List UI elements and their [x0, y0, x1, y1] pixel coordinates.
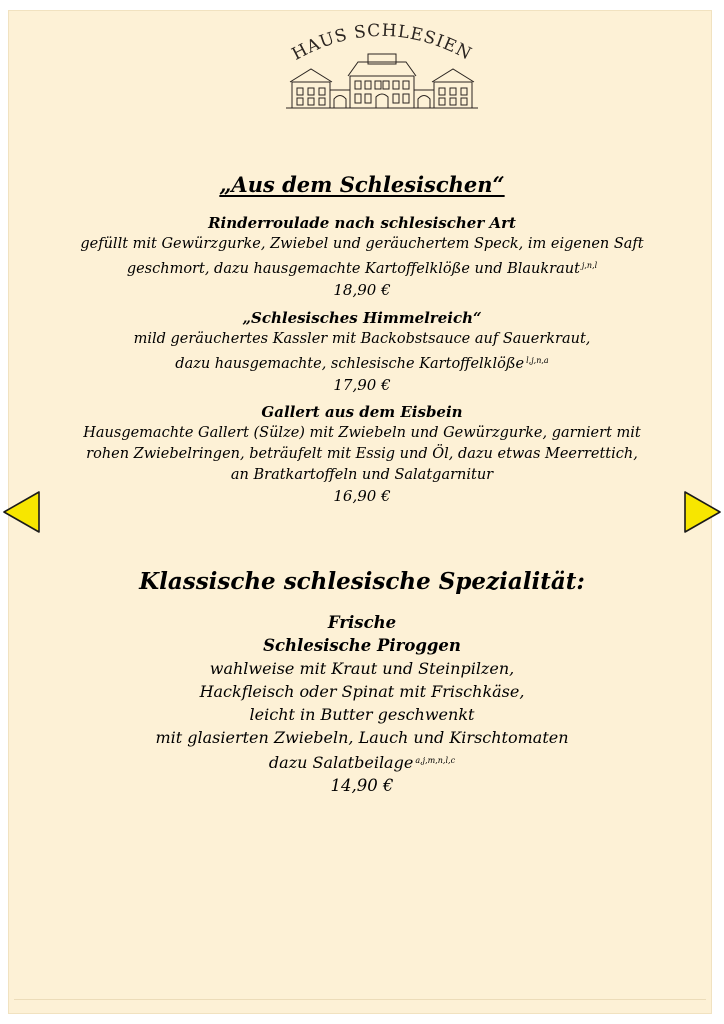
dish-description-line: rohen Zwiebelringen, beträufelt mit Essig und Öl, dazu etwas Meerrettich,: [86, 446, 638, 462]
dish-description-line: mild geräuchertes Kassler mit Backobstsauce auf Sauerkraut,: [133, 331, 591, 347]
dish-description-line: mit glasierten Zwiebeln, Lauch und Kirschtomaten: [155, 728, 569, 747]
svg-text:HAUS SCHLESIEN: [289, 21, 476, 65]
dish-price: 16,90 €: [333, 487, 391, 505]
logo-name: HAUS SCHLESIEN: [288, 20, 476, 65]
section-title-schlesischen: „Aus dem Schlesischen“: [219, 172, 505, 197]
dish-description-line: dazu Salatbeilage: [268, 753, 414, 772]
allergen-codes: l,j,n,a: [526, 356, 549, 365]
dish-gallert: [0, 402, 724, 507]
dish-description-line: geschmort, dazu hausgemachte Kartoffelklöße und Blaukraut: [126, 261, 580, 277]
restaurant-logo: [282, 20, 482, 116]
dish-description-line: dazu hausgemachte, schlesische Kartoffelklöße: [175, 356, 525, 372]
dish-rinderroulade: [0, 213, 724, 301]
dish-price: 14,90 €: [330, 776, 394, 795]
dish-description-line: wahlweise mit Kraut und Steinpilzen,: [209, 659, 515, 678]
triangle-right-icon: [682, 490, 722, 534]
dish-description-line: leicht in Butter geschwenkt: [249, 705, 475, 724]
allergen-codes: j,n,l: [581, 261, 598, 270]
section-title-spezialitaet: Klassische schlesische Spezialität:: [139, 568, 585, 595]
next-page-button[interactable]: [682, 490, 722, 534]
dish-description-line: Hackfleisch oder Spinat mit Frischkäse,: [199, 682, 525, 701]
dish-price: 18,90 €: [333, 281, 391, 299]
dish-description-line: an Bratkartoffeln und Salatgarnitur: [230, 467, 494, 483]
house-logo-icon: [282, 20, 482, 116]
dish-name: Gallert aus dem Eisbein: [261, 403, 463, 421]
menu-page: [8, 10, 712, 1014]
dish-price: 17,90 €: [333, 376, 391, 394]
dish-name-line: Frische: [327, 613, 397, 632]
dish-name-line: Schlesische Piroggen: [263, 636, 461, 655]
dish-name: „Schlesisches Himmelreich“: [242, 309, 482, 327]
dish-description-line: gefüllt mit Gewürzgurke, Zwiebel und geräuchertem Speck, im eigenen Saft: [80, 236, 644, 252]
dish-description-line: Hausgemachte Gallert (Sülze) mit Zwiebeln und Gewürzgurke, garniert mit: [83, 425, 641, 441]
dish-piroggen: [0, 611, 724, 797]
previous-page-button[interactable]: [2, 490, 42, 534]
allergen-codes: a,j,m,n,l,c: [415, 756, 456, 765]
dish-himmelreich: [0, 308, 724, 396]
dish-name: Rinderroulade nach schlesischer Art: [208, 214, 516, 232]
triangle-left-icon: [2, 490, 42, 534]
